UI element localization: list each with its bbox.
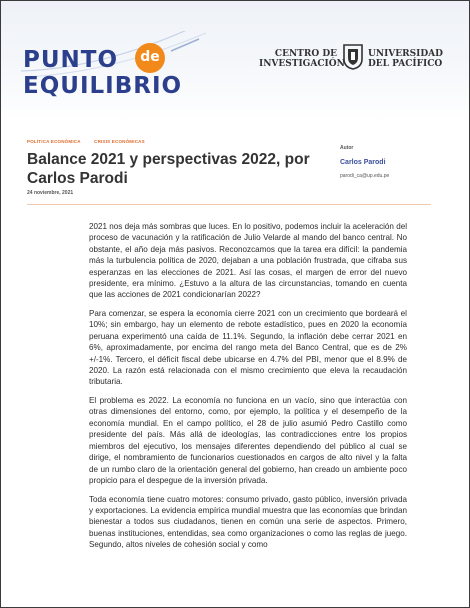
article-date: 24 noviembre, 2021 [27, 190, 74, 196]
punto-de-equilibrio-logo [21, 31, 211, 111]
body-paragraph: Toda economía tiene cuatro motores: consumo privado, gasto público, inversión privada y exportaciones. La evidencia empírica mundial muestra que las economías que brindan bienestar a todos sus ciudadanos, tienen en común una serie de aspectos. Primero, buenas instituciones, entendidas, sea como organizaciones o como las reglas de juego. Segundo, altos niveles de cohesión social y como [89, 494, 407, 550]
logo-text-punto: PUNTO [23, 47, 119, 73]
article-tags [27, 139, 157, 144]
tag-crisis-economicas[interactable]: CRISIS ECONÓMICAS [94, 139, 145, 144]
article-body [89, 221, 407, 558]
logo-text-equilibrio: EQUILIBRIO [23, 73, 183, 99]
article-title: Balance 2021 y perspectivas 2022, por Carlos Parodi [27, 151, 310, 187]
logo-text-de: de [135, 43, 165, 73]
university-crest-icon [342, 44, 364, 70]
body-paragraph: 2021 nos deja más sombras que luces. En lo positivo, podemos incluir la aceleración del proceso de vacunación y la ratificación de Julio Velarde al mando del banco central. No obstante, el año deja más pasivos. Reconozcamos que la tarea era difícil: la pandemia más la turbulencia política de 2020, dejaban a una población frustrada, que cifraba sus esperanzas en las elecciones de 2021. Así las cosas, el margen de error del nuevo presidente, era mínimo. ¿Estuvo a la altura de las circunstancias, tomando en cuenta que las acciones de 2021 condicionarían 2022? [89, 222, 407, 300]
title-divider [27, 204, 431, 205]
centro-investigacion-label: CENTRO DE INVESTIGACIÓN [259, 49, 345, 69]
tag-politica-economica[interactable]: POLÍTICA ECONÓMICA [27, 139, 81, 144]
header-banner [1, 1, 469, 121]
body-paragraph: El problema es 2022. La economía no funciona en un vacío, sino que interactúa con otras dimensiones del entorno, como, por ejemplo, la política y el desempeño de la economía mundial. En el campo político, el 28 de julio asumió Pedro Castillo como presidente del país. Más allá de ideologías, las contradicciones entre los propios miembros del ejecutivo, los mensajes diferentes dependiendo del público al cual se dirige, el nombramiento de funcionarios cuestionados en cargos de alto nivel y la falta de un rumbo claro de la orientación general del gobierno, han creado un ambiente poco propicio para el despegue de la inversión privada. [89, 396, 407, 485]
author-heading: Autor [340, 145, 354, 151]
author-email[interactable]: parodi_ca@up.edu.pe [340, 173, 390, 179]
body-paragraph: Para comenzar, se espera la economía cierre 2021 con un crecimiento que bordeará el 10%; sin embargo, hay un elemento de rebote estadístico, pues en 2020 la economía peruana experimentó una caída de 11.1%. Segundo, la inflación debe cerrar 2021 en 6%, aproximadamente, por encima del rango meta del Banco Central, que es de 2% +/-1%. Tercero, el déficit fiscal debe ubicarse en 4.7% del PBI, menor que el 8.9% de 2020. La razón está relacionada con el mismo crecimiento que eleva la recaudación tributaria. [89, 309, 407, 387]
universidad-pacifico-label: UNIVERSIDAD DEL PACÍFICO [368, 49, 443, 69]
author-name-link[interactable]: Carlos Parodi [340, 159, 386, 166]
